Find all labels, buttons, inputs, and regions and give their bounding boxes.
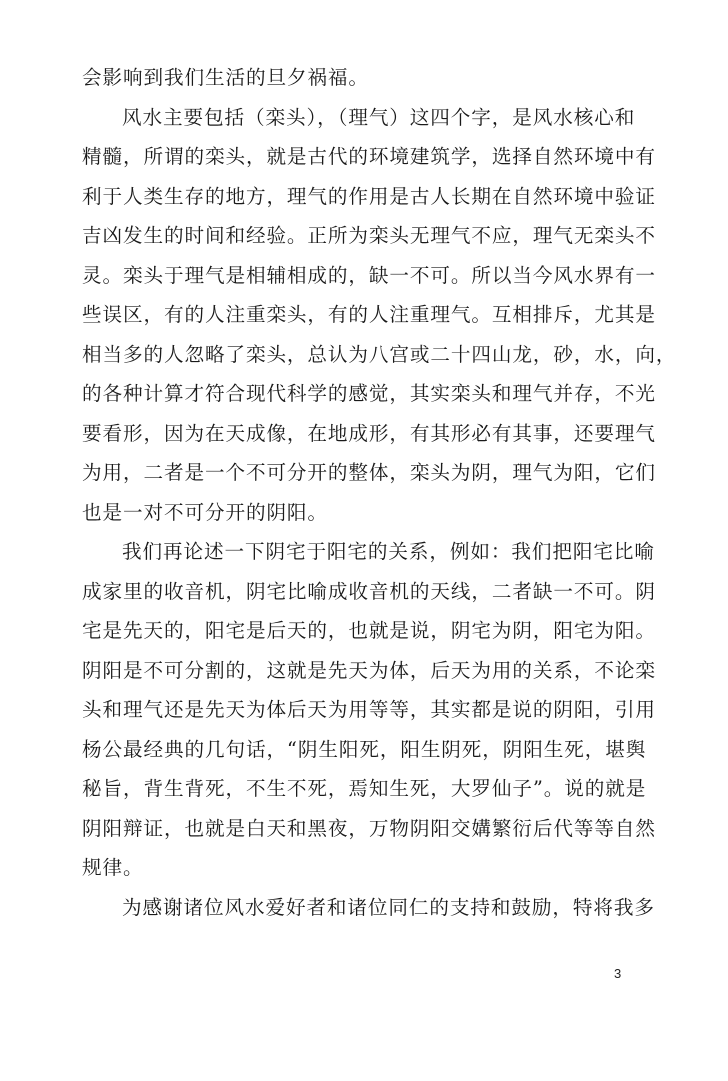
text-line: 要看形，因为在天成像，在地成形，有其形必有其事，还要理气 — [82, 421, 656, 445]
text-line: 阴阳辩证，也就是白天和黑夜，万物阴阳交媾繁衍后代等等自然 — [82, 816, 656, 840]
document-page — [82, 58, 677, 927]
text-line: 杨公最经典的几句话，“阴生阳死，阳生阴死，阴阳生死，堪舆 — [82, 737, 647, 761]
text-line: 会影响到我们生活的旦夕祸福。 — [82, 66, 369, 89]
text-line: 吉凶发生的时间和经验。正所为栾头无理气不应，理气无栾头不 — [82, 224, 656, 247]
text-line: 也是一对不可分开的阴阳。 — [82, 500, 328, 524]
text-line: 成家里的收音机，阴宅比喻成收音机的天线，二者缺一不可。阴 — [82, 579, 656, 603]
text-line: 灵。栾头于理气是相辅相成的，缺一不可。所以当今风水界有一 — [82, 263, 656, 287]
text-line: 秘旨，背生背死，不生不死，焉知生死，大罗仙子”。说的就是 — [82, 777, 647, 800]
text-line: 的各种计算才符合现代科学的感觉，其实栾头和理气并存，不光 — [82, 382, 656, 405]
text-line: 些误区，有的人注重栾头，有的人注重理气。互相排斥，尤其是 — [82, 303, 656, 326]
text-line: 我们再论述一下阴宅于阳宅的关系，例如：我们把阳宅比喻 — [122, 540, 655, 563]
text-line: 头和理气还是先天为体后天为用等等，其实都是说的阴阳，引用 — [82, 698, 656, 721]
text-line: 精髓，所谓的栾头，就是古代的环境建筑学，选择自然环境中有 — [82, 145, 656, 168]
text-line: 为感谢诸位风水爱好者和诸位同仁的支持和鼓励，特将我多 — [122, 895, 655, 919]
page-number: 3 — [614, 966, 622, 981]
text-line: 风水主要包括（栾头），（理气）这四个字，是风水核心和 — [122, 105, 636, 129]
text-line: 利于人类生存的地方，理气的作用是古人长期在自然环境中验证 — [82, 184, 656, 208]
text-line: 宅是先天的，阳宅是后天的，也就是说，阴宅为阴，阳宅为阳。 — [82, 619, 656, 642]
text-line: 规律。 — [82, 856, 144, 879]
text-line: 相当多的人忽略了栾头，总认为八宫或二十四山龙，砂，水，向， — [82, 342, 677, 366]
text-line: 为用，二者是一个不可分开的整体，栾头为阴，理气为阳，它们 — [82, 461, 656, 484]
text-line: 阴阳是不可分割的，这就是先天为体，后天为用的关系，不论栾 — [82, 658, 656, 682]
